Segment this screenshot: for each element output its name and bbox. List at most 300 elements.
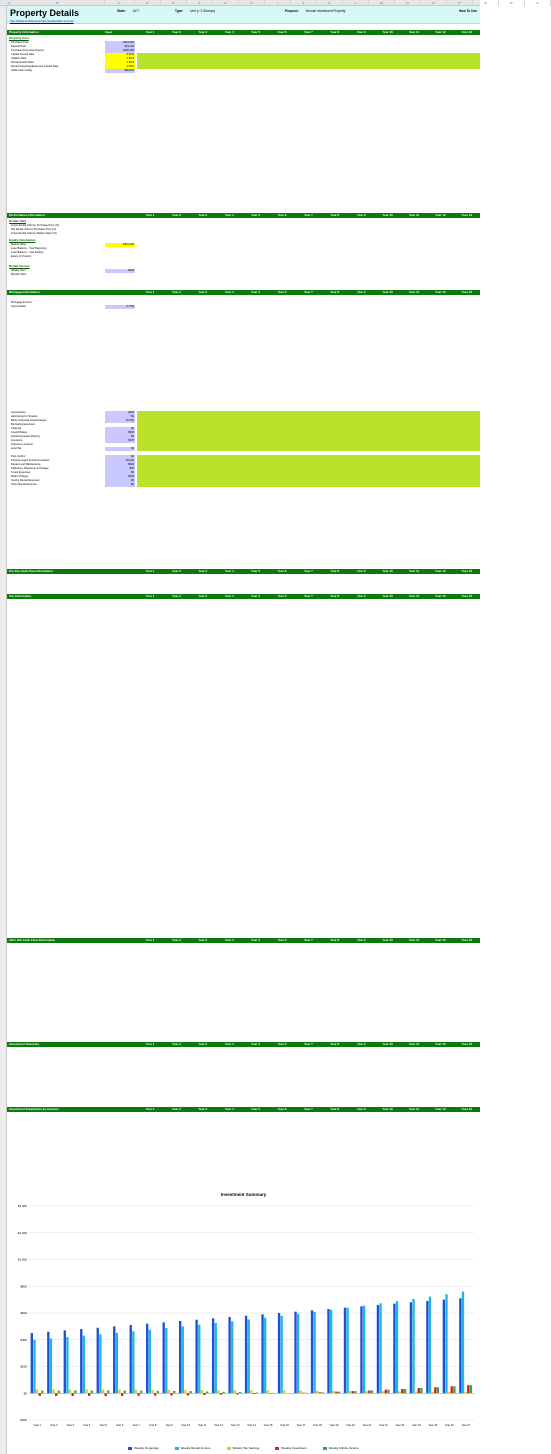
column-header-h[interactable]: H	[239, 0, 265, 6]
year-header-5: Year 5	[251, 30, 261, 34]
bar-weekly-outgoings-16	[278, 1313, 280, 1393]
year-header-10: Year 10	[382, 938, 393, 942]
purpose-meta	[285, 9, 345, 13]
row-gross-yield-market	[7, 232, 480, 236]
row-label: Gardening/Lawn Mowing	[11, 435, 40, 438]
bar-weekly-infinite-income-19	[338, 1392, 340, 1394]
y-tick-label: $200	[20, 1364, 27, 1369]
year-header-2: Year 2	[171, 594, 181, 598]
year-header-10: Year 10	[382, 569, 393, 573]
bar-weekly-outgoings-26	[443, 1300, 445, 1394]
bar-weekly-infinite-income-26	[453, 1386, 455, 1393]
row-equity	[7, 255, 480, 259]
x-tick-label: Year 10	[181, 1424, 191, 1427]
bar-weekly-infinite-income-1	[41, 1391, 43, 1394]
row-initial-outlay	[7, 69, 480, 73]
year-header-8: Year 8	[330, 594, 340, 598]
year-header-4: Year 4	[224, 1042, 234, 1046]
row-label: Mortgage Amount	[11, 301, 32, 304]
bar-weekly-investment-25	[434, 1387, 436, 1393]
row-label: Monthly Rent	[11, 273, 27, 276]
bar-weekly-investment-17	[302, 1393, 304, 1394]
bar-weekly-infinite-income-18	[321, 1392, 323, 1393]
year-header-1: Year 1	[145, 290, 155, 294]
bar-weekly-investment-26	[451, 1386, 453, 1393]
year-header-11: Year 11	[408, 938, 420, 942]
bar-weekly-investment-5	[104, 1393, 106, 1396]
column-header-s[interactable]: S	[525, 0, 551, 6]
legend-label: Weekly Outgoings	[134, 1446, 159, 1450]
bar-weekly-investment-24	[418, 1388, 420, 1393]
input-cell[interactable]: $1,040	[105, 459, 135, 463]
x-tick-label: Year 15	[263, 1424, 273, 1427]
year-header-7: Year 7	[303, 569, 313, 573]
year-header-10: Year 10	[382, 290, 393, 294]
bar-weekly-infinite-income-8	[157, 1391, 159, 1393]
year-header-3: Year 3	[198, 569, 208, 573]
row-label: Property Agent Fees/Commission	[11, 459, 50, 462]
year-header-13: Year 13	[461, 594, 473, 598]
year-header-12: Year 12	[435, 569, 446, 573]
input-cell[interactable]: $63,120	[105, 45, 135, 49]
column-header-e[interactable]: E	[161, 0, 187, 6]
bar-weekly-rental-income-17	[297, 1314, 299, 1393]
year-header-4: Year 4	[224, 594, 234, 598]
year-header-11: Year 11	[408, 30, 420, 34]
input-cell[interactable]: 5.00%	[105, 53, 135, 57]
bar-weekly-investment-6	[121, 1393, 123, 1396]
year-header-2: Year 2	[171, 569, 181, 573]
sheet-area	[7, 6, 480, 1454]
year-header-1: Year 1	[145, 30, 155, 34]
year-header-5: Year 5	[251, 569, 261, 573]
bar-weekly-rental-income-2	[50, 1338, 52, 1393]
bar-weekly-infinite-income-9	[173, 1391, 175, 1393]
column-header-o[interactable]: O	[421, 0, 447, 6]
year-header-6: Year 6	[277, 569, 287, 573]
legend-label: Weekly Infinite Income	[328, 1446, 359, 1450]
x-tick-label: Year 14	[247, 1424, 256, 1427]
year-header-6: Year 6	[277, 1042, 287, 1046]
bar-weekly-rental-income-8	[149, 1330, 151, 1394]
input-cell[interactable]: 6.75%	[105, 305, 135, 309]
band-after-tax-cash-flow	[7, 938, 480, 943]
y-tick-label: $800	[20, 1284, 27, 1289]
year-header-10: Year 10	[382, 1107, 393, 1111]
input-cell[interactable]: $0	[105, 479, 135, 483]
bar-weekly-outgoings-14	[245, 1316, 247, 1394]
year-header-12: Year 12	[435, 290, 446, 294]
legend-label: Weekly Rental Income	[180, 1446, 211, 1450]
year-header-8: Year 8	[330, 1042, 340, 1046]
year-header-6: Year 6	[277, 290, 287, 294]
row-interest-rate	[7, 305, 480, 309]
bar-weekly-rental-income-24	[412, 1299, 414, 1393]
bar-weekly-tax-savings-15	[267, 1390, 269, 1393]
year-header-6: Year 6	[277, 1107, 287, 1111]
bar-weekly-rental-income-9	[165, 1328, 167, 1393]
x-tick-label: Year 23	[395, 1424, 405, 1427]
bar-weekly-tax-savings-14	[250, 1390, 252, 1393]
column-header-b[interactable]: B	[11, 0, 105, 6]
row-label: Deposit Paid	[11, 45, 26, 48]
input-cell[interactable]: $0	[105, 415, 135, 419]
year-header-7: Year 7	[303, 30, 313, 34]
row-label: Rental Outgoings/Expenses Growth Rate	[11, 65, 59, 68]
year-header-13: Year 13	[461, 213, 473, 217]
input-cell[interactable]: $50	[105, 467, 135, 471]
year-header-10: Year 10	[382, 30, 393, 34]
bar-weekly-tax-savings-22	[382, 1391, 384, 1393]
column-header-n[interactable]: N	[395, 0, 421, 6]
how-to-use-button[interactable]: How To Use	[458, 9, 477, 13]
year-header-4: Year 4	[224, 213, 234, 217]
x-tick-label: Year 13	[230, 1424, 240, 1427]
legend-swatch	[175, 1447, 179, 1450]
row-label: Gross Rental Yield on Market Value (%)	[11, 232, 57, 235]
section-equity: Equity Information	[9, 238, 36, 242]
bar-weekly-outgoings-15	[261, 1314, 263, 1393]
bar-weekly-tax-savings-19	[333, 1391, 335, 1393]
x-tick-label: Year 22	[378, 1424, 388, 1427]
x-tick-label: Year 9	[165, 1424, 173, 1427]
year-header-5: Year 5	[251, 213, 261, 217]
bar-weekly-infinite-income-6	[124, 1391, 126, 1394]
x-tick-label: Year 12	[214, 1424, 223, 1427]
row-label: Equity in Property	[11, 255, 32, 258]
state-meta	[117, 9, 139, 13]
y-tick-label: -$200	[19, 1418, 27, 1422]
band-investment-breakdown	[7, 1107, 480, 1112]
x-tick-label: Year 21	[362, 1424, 372, 1427]
year-header-9: Year 9	[356, 213, 366, 217]
year-header-11: Year 11	[408, 1042, 420, 1046]
bar-weekly-rental-income-22	[379, 1303, 381, 1393]
x-tick-label: Year 16	[280, 1424, 289, 1427]
year-header-13: Year 13	[461, 30, 473, 34]
bar-weekly-infinite-income-11	[206, 1392, 208, 1394]
column-header-r[interactable]: R	[499, 0, 525, 6]
row-label: Net Rental Yield on Purchase Price (%)	[11, 228, 57, 231]
title-bar	[7, 6, 480, 24]
row-label: Body Corporate Fees/Charges	[11, 419, 47, 422]
bar-weekly-rental-income-15	[264, 1318, 266, 1394]
bar-weekly-tax-savings-9	[168, 1390, 170, 1393]
type-label: Type:	[175, 9, 184, 13]
year-header-8: Year 8	[330, 569, 340, 573]
bar-weekly-rental-income-11	[198, 1325, 200, 1393]
bar-weekly-infinite-income-21	[371, 1390, 373, 1393]
bar-weekly-investment-14	[253, 1393, 255, 1394]
bar-weekly-infinite-income-20	[354, 1391, 356, 1393]
year-header-3: Year 3	[198, 213, 208, 217]
year-header-11: Year 11	[408, 594, 420, 598]
legend-item	[175, 1446, 211, 1450]
bar-weekly-investment-4	[88, 1393, 90, 1396]
year-header-10: Year 10	[382, 213, 393, 217]
bar-weekly-infinite-income-13	[239, 1392, 241, 1393]
input-cell[interactable]: 2.50%	[105, 57, 135, 61]
input-cell[interactable]: $0	[105, 455, 135, 459]
bar-weekly-rental-income-7	[132, 1331, 134, 1393]
year-header-7: Year 7	[303, 594, 313, 598]
column-header-j[interactable]: J	[291, 0, 317, 6]
year-header-10: Year 10	[382, 1042, 393, 1046]
legend-item	[128, 1446, 158, 1450]
row-other	[7, 483, 480, 487]
bar-weekly-outgoings-11	[195, 1320, 197, 1394]
year-header-1: Year 1	[145, 569, 155, 573]
x-tick-label: Year 27	[461, 1424, 471, 1427]
row-label: Interest on Loan(s)	[11, 443, 33, 446]
column-header-a[interactable]: A	[7, 1, 10, 5]
year-header-9: Year 9	[356, 938, 366, 942]
purpose-label: Purpose:	[285, 9, 299, 13]
bar-weekly-tax-savings-25	[431, 1392, 433, 1394]
band-pre-tax-cash-flow	[7, 569, 480, 574]
input-cell[interactable]: 2.50%	[105, 65, 135, 69]
bar-weekly-infinite-income-17	[305, 1393, 307, 1394]
column-header-g[interactable]: G	[213, 0, 239, 6]
year-header-3: Year 3	[198, 30, 208, 34]
x-tick-label: Year 6	[115, 1424, 124, 1427]
year-header-1: Year 1	[145, 213, 155, 217]
x-tick-label: Year 24	[411, 1424, 421, 1427]
bar-weekly-infinite-income-22	[387, 1390, 389, 1394]
year-header-9: Year 9	[356, 1042, 366, 1046]
bar-weekly-tax-savings-1	[36, 1389, 38, 1393]
column-header-f[interactable]: F	[187, 0, 213, 6]
bar-weekly-rental-income-23	[396, 1301, 398, 1393]
bar-weekly-outgoings-13	[228, 1317, 230, 1393]
year-header-1: Year 1	[145, 938, 155, 942]
bar-weekly-rental-income-18	[313, 1312, 315, 1393]
column-header-i[interactable]: I	[265, 0, 291, 6]
year-header-10: Year 10	[382, 594, 393, 598]
bar-weekly-rental-income-16	[281, 1316, 283, 1393]
row-label: Advertising for Tenants	[11, 415, 38, 418]
x-tick-label: Year 8	[148, 1424, 157, 1427]
legend-swatch	[323, 1447, 327, 1450]
input-cell[interactable]: $500	[105, 463, 135, 467]
year-header-12: Year 12	[435, 938, 446, 942]
y-tick-label: $1,400	[17, 1204, 27, 1208]
input-cell[interactable]: $0	[105, 435, 135, 439]
band-label: Mortgage Information	[9, 290, 40, 294]
band-tax-information	[7, 594, 480, 599]
bar-weekly-tax-savings-17	[300, 1391, 302, 1394]
column-header-l[interactable]: L	[343, 0, 369, 6]
year-header-3: Year 3	[198, 290, 208, 294]
bar-weekly-outgoings-21	[360, 1306, 362, 1393]
bar-weekly-outgoings-2	[47, 1332, 49, 1394]
legend-swatch	[275, 1447, 279, 1450]
year-header-9: Year 9	[356, 1107, 366, 1111]
page-title: Property Details	[10, 8, 80, 18]
row-land-tax	[7, 447, 480, 451]
x-tick-label: Year 25	[428, 1424, 438, 1427]
bar-weekly-rental-income-10	[182, 1327, 184, 1394]
chart-title: Investment Summary	[220, 1192, 267, 1197]
year-header-2: Year 2	[171, 1042, 181, 1046]
bar-weekly-investment-18	[319, 1392, 321, 1393]
bar-weekly-rental-income-26	[445, 1294, 447, 1393]
bar-weekly-investment-11	[203, 1393, 205, 1395]
bar-weekly-rental-income-20	[346, 1308, 348, 1393]
bar-weekly-infinite-income-3	[74, 1390, 76, 1393]
row-label: Repairs and Maintenance	[11, 463, 41, 466]
year-header-1: Year 1	[145, 594, 155, 598]
year-header-12: Year 12	[435, 1042, 446, 1046]
bar-weekly-rental-income-19	[330, 1310, 332, 1393]
bar-weekly-investment-19	[335, 1392, 337, 1394]
year-header-3: Year 3	[198, 1107, 208, 1111]
column-header-q[interactable]: Q	[473, 0, 499, 6]
row-label: Accountancy	[11, 411, 26, 414]
row-label: Water Charges	[11, 475, 29, 478]
year-header-4: Year 4	[224, 30, 234, 34]
input-cell[interactable]: $250	[105, 411, 135, 415]
year-header-13: Year 13	[461, 290, 473, 294]
input-cell[interactable]: $900	[105, 431, 135, 435]
row-label: Gross Rental Yield on Purchase Price (%)	[11, 224, 60, 227]
bar-weekly-rental-income-6	[116, 1333, 118, 1393]
year-header-2: Year 2	[171, 290, 181, 294]
input-cell[interactable]: $310,000	[105, 41, 135, 45]
investment-summary-chart	[7, 1192, 480, 1454]
website-link[interactable]: http://www.investmentpropertycalculator.com.au	[10, 19, 74, 23]
bar-weekly-investment-7	[137, 1393, 139, 1396]
year-header-9: Year 9	[356, 569, 366, 573]
bar-weekly-rental-income-1	[33, 1340, 35, 1394]
input-column-label: Input	[105, 30, 113, 34]
column-header-p[interactable]: P	[447, 0, 473, 6]
bar-weekly-infinite-income-25	[437, 1387, 439, 1393]
bar-weekly-tax-savings-2	[52, 1389, 54, 1393]
year-header-8: Year 8	[330, 1107, 340, 1111]
year-header-12: Year 12	[435, 594, 446, 598]
bar-weekly-outgoings-3	[64, 1330, 66, 1393]
row-label: Stationery, Telephone & Postage	[11, 467, 49, 470]
input-cell[interactable]: $0	[105, 471, 135, 475]
year-header-6: Year 6	[277, 594, 287, 598]
bar-weekly-tax-savings-21	[366, 1391, 368, 1393]
row-number-strip	[0, 6, 7, 1454]
band-performance-information	[7, 213, 480, 218]
year-cells	[137, 447, 480, 451]
row-label: Other Rental Expense	[11, 483, 37, 486]
section-property-cost: Property Cost	[9, 36, 29, 40]
band-label: Investment Breakdown by Investor	[9, 1107, 59, 1111]
input-cell[interactable]: $400	[105, 269, 135, 273]
input-cell[interactable]: $80,022	[105, 69, 135, 73]
year-header-2: Year 2	[171, 938, 181, 942]
row-label: Borrowing Expenses	[11, 423, 35, 426]
year-header-7: Year 7	[303, 1042, 313, 1046]
year-header-7: Year 7	[303, 213, 313, 217]
legend-label: Weekly Investment	[281, 1446, 307, 1450]
year-header-6: Year 6	[277, 938, 287, 942]
bar-weekly-outgoings-8	[146, 1324, 148, 1394]
input-cell[interactable]: $282,480	[105, 49, 135, 53]
year-header-13: Year 13	[461, 938, 473, 942]
section-rental-income: Rental Income	[9, 264, 30, 268]
input-cell[interactable]: $1,200	[105, 419, 135, 423]
bar-weekly-investment-23	[401, 1389, 403, 1393]
y-tick-label: $1,000	[17, 1257, 27, 1262]
chart-plot	[7, 1200, 480, 1440]
bar-weekly-investment-27	[467, 1385, 469, 1393]
year-header-9: Year 9	[356, 290, 366, 294]
bar-weekly-investment-9	[170, 1393, 172, 1395]
legend-swatch	[227, 1447, 231, 1450]
input-cell[interactable]: 2.50%	[105, 61, 135, 65]
input-cell[interactable]: $310,000	[105, 243, 135, 247]
bar-weekly-outgoings-24	[410, 1302, 412, 1393]
purpose-value: Normal Investment Property	[305, 9, 346, 13]
year-header-2: Year 2	[171, 213, 181, 217]
row-label: Loan Balance - Year Ending	[11, 251, 44, 254]
bar-weekly-outgoings-27	[459, 1298, 461, 1393]
x-tick-label: Year 4	[82, 1424, 91, 1427]
y-tick-label: $0	[23, 1391, 27, 1396]
year-header-5: Year 5	[251, 938, 261, 942]
bar-weekly-outgoings-22	[377, 1305, 379, 1393]
year-header-2: Year 2	[171, 30, 181, 34]
bar-weekly-rental-income-13	[231, 1321, 233, 1393]
row-label: Purchase Price less Deposit	[11, 49, 44, 52]
bar-weekly-rental-income-21	[363, 1306, 365, 1394]
input-cell[interactable]: $500	[105, 475, 135, 479]
bar-weekly-outgoings-6	[113, 1326, 115, 1393]
band-investment-summary	[7, 1042, 480, 1047]
bar-weekly-tax-savings-23	[399, 1391, 401, 1393]
input-cell[interactable]: $0	[105, 447, 135, 451]
bar-weekly-tax-savings-24	[415, 1392, 417, 1394]
year-header-4: Year 4	[224, 1107, 234, 1111]
bar-weekly-tax-savings-10	[184, 1390, 186, 1393]
section-rental-yield: Rental Yield	[9, 219, 27, 223]
row-label: Travel Expenses	[11, 471, 31, 474]
band-label: Tax Information	[9, 594, 32, 598]
bar-weekly-outgoings-17	[294, 1312, 296, 1394]
column-header-c[interactable]: C	[105, 0, 135, 6]
band-label: Property Information	[9, 30, 39, 34]
column-header-k[interactable]: K	[317, 0, 343, 6]
bar-weekly-outgoings-7	[130, 1325, 132, 1393]
input-cell[interactable]: $0	[105, 483, 135, 487]
column-header-m[interactable]: M	[369, 0, 395, 6]
year-header-3: Year 3	[198, 1042, 208, 1046]
year-header-8: Year 8	[330, 30, 340, 34]
band-label: Performance Information	[9, 213, 45, 217]
bar-weekly-rental-income-5	[99, 1334, 101, 1393]
input-cell[interactable]: $0	[105, 427, 135, 431]
year-header-8: Year 8	[330, 213, 340, 217]
year-header-7: Year 7	[303, 290, 313, 294]
row-label: Council Rates	[11, 431, 28, 434]
input-cell[interactable]: $370	[105, 439, 135, 443]
row-label: Loan Balance - Year Beginning	[11, 247, 47, 250]
year-header-13: Year 13	[461, 1107, 473, 1111]
column-header-d[interactable]: D	[135, 0, 161, 6]
bar-weekly-infinite-income-24	[420, 1388, 422, 1393]
row-label: Capital Growth Rate	[11, 53, 35, 56]
x-tick-label: Year 17	[296, 1424, 306, 1427]
year-header-11: Year 11	[408, 290, 420, 294]
x-tick-label: Year 19	[329, 1424, 339, 1427]
bar-weekly-infinite-income-10	[190, 1391, 192, 1393]
